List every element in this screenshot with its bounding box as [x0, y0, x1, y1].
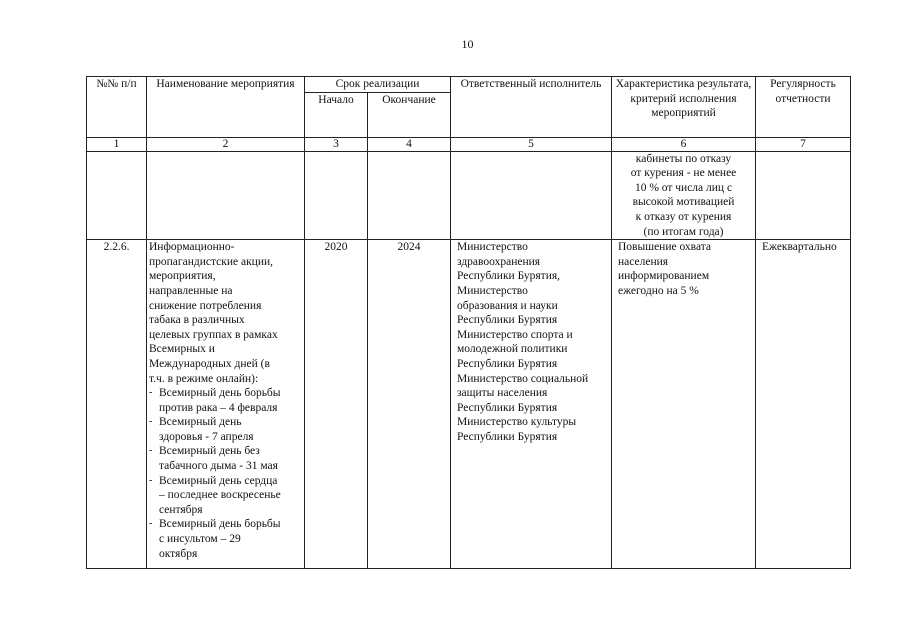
header-end: Окончание: [368, 92, 451, 137]
header-regularity: Регулярность отчетности: [756, 77, 851, 138]
column-number: 3: [305, 137, 368, 151]
column-number: 1: [87, 137, 147, 151]
row-number: 2.2.6.: [87, 240, 147, 569]
column-number: 2: [147, 137, 305, 151]
header-responsible: Ответственный исполнитель: [451, 77, 612, 138]
continuation-result: кабинеты по отказу от курения - не менее 10 % от числа лиц с высокой мотивацией к отказу от курения (по итогам года): [612, 151, 756, 240]
continuation-row: [87, 151, 851, 240]
measure-name: Информационно- пропагандистские акции, мероприятия, направленные на снижение потребления табака в различных целевых группах в рамках Всемирных и Международных дней (в т.ч. в режиме онлайн): - Всемирный день борьбы против рака – 4 февраля - Всемирный день здоровья - 7 апреля - Всемирный день без табачного дыма - 31 мая - Всемирный день сердца – последнее воскресенье сентября - Всемирный день борьбы с инсультом – 29 октября: [147, 240, 305, 569]
list-item: - Всемирный день борьбы с инсультом – 29 октября: [149, 517, 302, 561]
column-number: 5: [451, 137, 612, 151]
list-item: - Всемирный день борьбы против рака – 4 февраля: [149, 386, 302, 415]
list-item: - Всемирный день здоровья - 7 апреля: [149, 415, 302, 444]
header-period: Срок реализации: [305, 77, 451, 93]
column-number: 6: [612, 137, 756, 151]
end-year: 2024: [368, 240, 451, 569]
column-number: 7: [756, 137, 851, 151]
header-num: №№ п/п: [87, 77, 147, 138]
header-name: Наименование мероприятия: [147, 77, 305, 138]
list-item: - Всемирный день сердца – последнее воскресенье сентября: [149, 474, 302, 518]
header-result: Характеристика результата, критерий исполнения мероприятий: [612, 77, 756, 138]
reporting-regularity: Ежеквартально: [756, 240, 851, 569]
column-number: 4: [368, 137, 451, 151]
header-start: Начало: [305, 92, 368, 137]
responsible-executor: Министерство здравоохранения Республики Бурятия, Министерство образования и науки Республики Бурятия Министерство спорта и молодежной политики Республики Бурятия Министерство социальной защиты населения Республики Бурятия Министерство культуры Республики Бурятия: [451, 240, 612, 569]
table-row: [87, 240, 851, 569]
measures-table: [86, 76, 851, 569]
page-number: 10: [461, 37, 474, 51]
start-year: 2020: [305, 240, 368, 569]
event-list: [149, 386, 302, 561]
list-item: - Всемирный день без табачного дыма - 31 мая: [149, 444, 302, 473]
result-characteristic: Повышение охвата населения информированием ежегодно на 5 %: [612, 240, 756, 569]
